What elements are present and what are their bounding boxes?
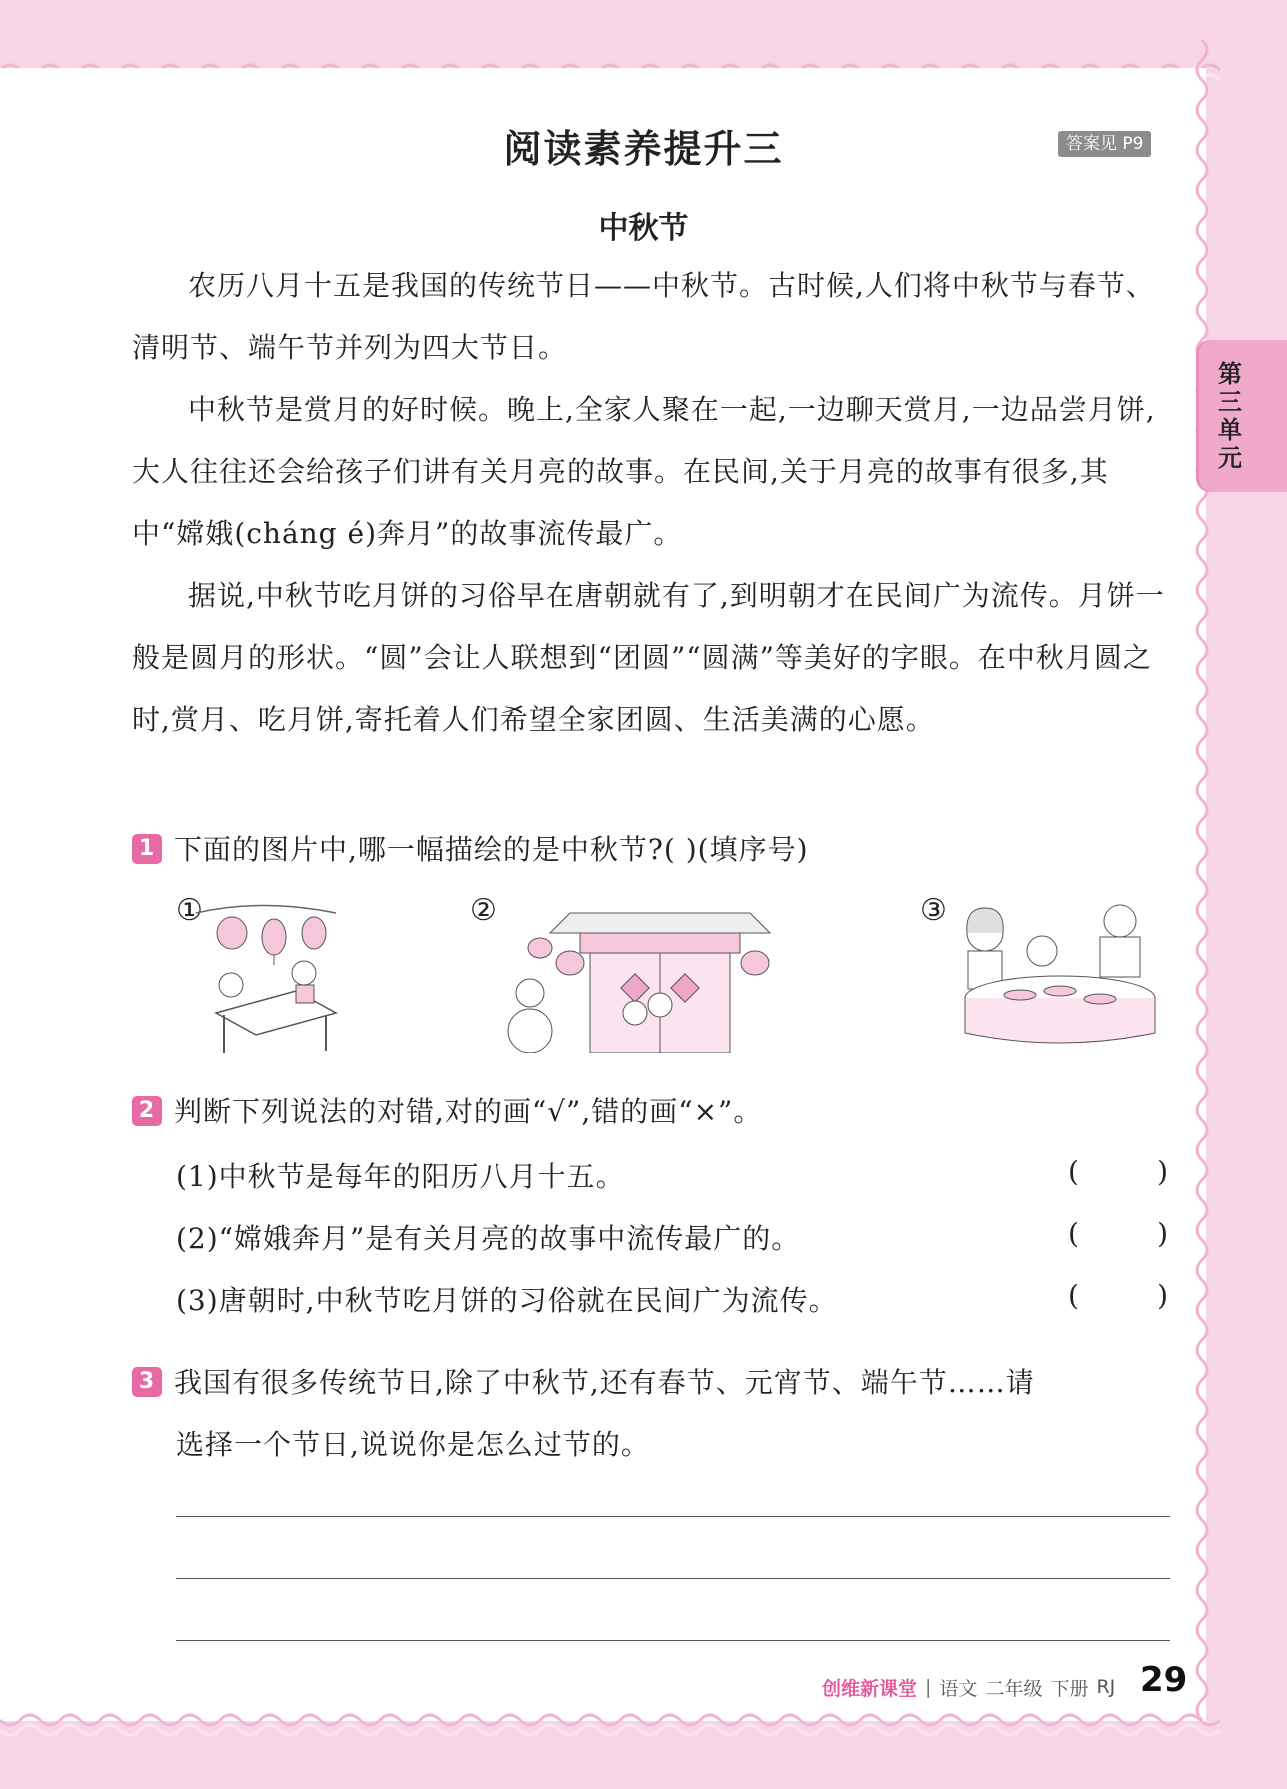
footer-separator: | [925, 1676, 932, 1698]
footer-volume: 下册 [1050, 1677, 1089, 1700]
page-title: 阅读素养提升三 [503, 127, 784, 171]
footer-edition: RJ [1096, 1676, 1116, 1698]
question-3-text-line1: 我国有很多传统节日,除了中秋节,还有春节、元宵节、端午节……请 [174, 1366, 1035, 1399]
answer-writing-line[interactable] [176, 1640, 1170, 1641]
passage-paragraph: 据说,中秋节吃月饼的习俗早在唐朝就有了,到明朝才在民间广为流传。月饼一般是圆月的形状。“圆”会让人联想到“团圆”“圆满”等美好的字眼。在中秋月圆之时,赏月、吃月饼,寄托着人们希望全家团圆、生活美满的心愿。 [132, 579, 1165, 736]
lantern-children-picture-icon [176, 893, 346, 1063]
picture-option-1[interactable] [176, 893, 346, 1063]
footer-grade: 二年级 [985, 1677, 1043, 1700]
answer-reference-badge: 答案见 P9 [1058, 131, 1151, 157]
answer-writing-line[interactable] [176, 1578, 1170, 1579]
answer-blank-open: ( [1068, 1279, 1079, 1312]
answer-blank[interactable] [1068, 1279, 1168, 1312]
judgement-item: (1)中秋节是每年的阳历八月十五。 [176, 1160, 625, 1193]
question-3 [132, 1352, 1172, 1476]
question-number-badge: 1 [132, 834, 162, 864]
page-number: 29 [1140, 1660, 1188, 1700]
footer-subject: 语文 [939, 1677, 978, 1700]
question-1 [132, 828, 809, 868]
picture-number: ① [176, 893, 203, 928]
question-number-badge: 2 [132, 1096, 162, 1126]
answer-blank[interactable] [1068, 1155, 1168, 1188]
family-dinner-picture-icon [920, 893, 1160, 1053]
page-footer [822, 1671, 1115, 1703]
footer-brand: 创维新课堂 [822, 1677, 918, 1700]
passage-body [132, 255, 1172, 751]
question-number-badge: 3 [132, 1367, 162, 1397]
answer-writing-line[interactable] [176, 1516, 1170, 1517]
answer-blank-close: ) [1157, 1217, 1168, 1250]
picture-number: ② [470, 893, 497, 928]
question-2-text: 判断下列说法的对错,对的画“√”,错的画“×”。 [174, 1095, 763, 1128]
passage-paragraph: 农历八月十五是我国的传统节日——中秋节。古时候,人们将中秋节与春节、清明节、端午节并列为四大节日。 [132, 269, 1155, 364]
picture-option-3[interactable] [920, 893, 1160, 1053]
question-2 [132, 1090, 762, 1130]
judgement-item: (2)“嫦娥奔月”是有关月亮的故事中流传最广的。 [176, 1222, 801, 1255]
answer-blank-open: ( [1068, 1217, 1079, 1250]
answer-blank-close: ) [1157, 1155, 1168, 1188]
passage-title: 中秋节 [598, 211, 689, 246]
judgement-item: (3)唐朝时,中秋节吃月饼的习俗就在民间广为流传。 [176, 1284, 838, 1317]
spring-festival-snowman-picture-icon [470, 893, 790, 1053]
answer-blank-close: ) [1157, 1279, 1168, 1312]
bottom-wave-border [0, 1700, 1287, 1750]
passage-paragraph: 中秋节是赏月的好时候。晚上,全家人聚在一起,一边聊天赏月,一边品尝月饼,大人往往还会给孩子们讲有关月亮的故事。在民间,关于月亮的故事有很多,其中“嫦娥(cháng é)奔月”的故事流传最广。 [132, 393, 1156, 550]
right-wave-border [1180, 40, 1240, 1750]
picture-number: ③ [920, 893, 947, 928]
question-3-text-line2: 选择一个节日,说说你是怎么过节的。 [176, 1428, 650, 1461]
unit-side-tab-label: 第三单元 [1218, 360, 1242, 472]
question-1-text: 下面的图片中,哪一幅描绘的是中秋节?( )(填序号) [174, 833, 809, 866]
answer-blank-open: ( [1068, 1155, 1079, 1188]
answer-blank[interactable] [1068, 1217, 1168, 1250]
unit-side-tab[interactable] [1196, 340, 1287, 492]
picture-option-2[interactable] [470, 893, 790, 1053]
